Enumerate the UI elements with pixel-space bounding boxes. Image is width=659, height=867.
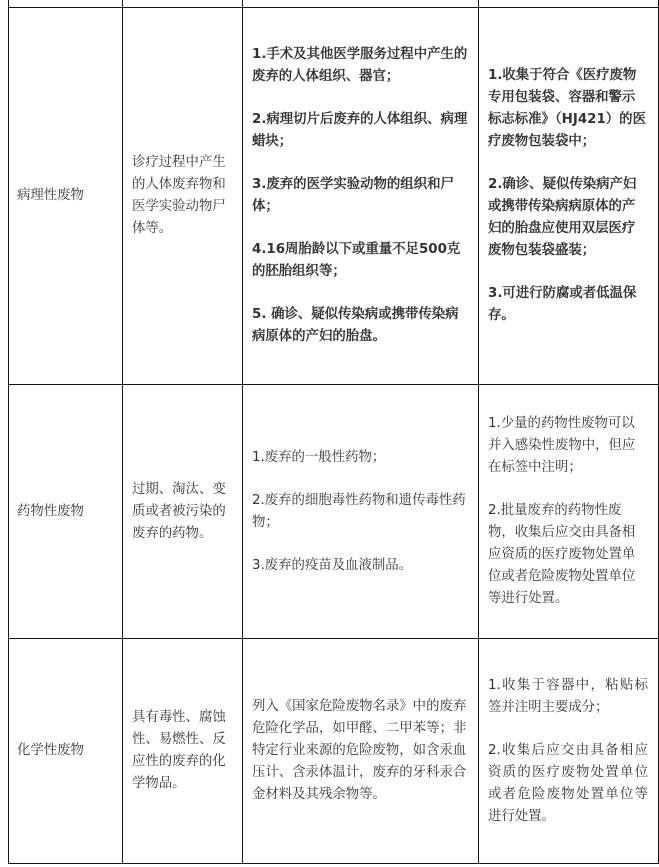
- waste-description-cell: 过期、淘汰、变质或者被污染的废弃的药物。: [123, 385, 243, 639]
- waste-items-cell: [243, 0, 479, 8]
- waste-type-cell: 病理性废物: [9, 8, 123, 385]
- collection-method-text: 2.确诊、疑似传染病产妇或携带传染病病原体的产妇的胎盘应使用双层医疗废物包装袋盛装；: [488, 177, 637, 258]
- waste-items-cell: [243, 639, 479, 864]
- waste-type-cell: [9, 0, 123, 8]
- collection-method-cell: [479, 8, 659, 385]
- waste-item-text: 3.废弃的医学实验动物的组织和尸体；: [252, 177, 454, 214]
- waste-item-text: 4.16周胎龄以下或重量不足500克的胚胎组织等；: [252, 242, 461, 279]
- collection-method-text: 3.可进行防腐或者低温保存。: [488, 286, 637, 323]
- collection-method-cell: [479, 0, 659, 8]
- collection-method-text: 1.少量的药物性废物可以并入感染性废物中，但应在标签中注明；: [488, 416, 636, 475]
- collection-method-cell: [479, 639, 659, 864]
- collection-method-text: 2.批量废弃的药物性废物，收集后应交由具备相应资质的医疗废物处置单位或者危险废物处置单位等进行处置。: [488, 503, 636, 606]
- collection-method-cell: [479, 385, 659, 639]
- waste-type-cell: 化学性废物: [9, 639, 123, 864]
- waste-item-text: 1.手术及其他医学服务过程中产生的废弃的人体组织、器官；: [252, 47, 468, 84]
- waste-item-text: 2.病理切片后废弃的人体组织、病理蜡块；: [252, 112, 468, 149]
- waste-items-cell: [243, 385, 479, 639]
- waste-description-cell: 诊疗过程中产生的人体废弃物和医学实验动物尸体等。: [123, 8, 243, 385]
- table-row-chemical-waste: [9, 639, 659, 864]
- table-row-pharmaceutical-waste: [9, 385, 659, 639]
- collection-method-text: 1.收集于容器中，粘贴标签并注明主要成分；: [488, 677, 648, 715]
- waste-items-cell: [243, 8, 479, 385]
- waste-description-cell: [123, 0, 243, 8]
- table-row-previous-continuation: [9, 0, 659, 8]
- waste-item-text: 2.废弃的细胞毒性药物和遗传毒性药物；: [252, 492, 466, 530]
- medical-waste-classification-table: [8, 0, 659, 864]
- collection-method-text: 1.收集于符合《医疗废物专用包装袋、容器和警示标志标准》（HJ421）的医疗废物包装袋中；: [488, 68, 646, 149]
- waste-item-text: 3.废弃的疫苗及血液制品。: [252, 557, 413, 573]
- table-row-pathological-waste: [9, 8, 659, 385]
- collection-method-text: 2.收集后应交由具备相应资质的医疗废物处置单位或者危险废物处置单位等进行处置。: [488, 742, 648, 824]
- waste-item-text: 1.废弃的一般性药物；: [252, 449, 386, 465]
- waste-type-cell: 药物性废物: [9, 385, 123, 639]
- waste-item-text: 列入《国家危险废物名录》中的废弃危险化学品，如甲醛、二甲苯等；非特定行业来源的危险废物，如含汞血压计、含汞体温计，废弃的牙科汞合金材料及其残余物等。: [252, 699, 467, 802]
- waste-item-text: 5. 确诊、疑似传染病或携带传染病病原体的产妇的胎盘。: [252, 307, 459, 344]
- waste-description-cell: 具有毒性、腐蚀性、易燃性、反应性的废弃的化学物品。: [123, 639, 243, 864]
